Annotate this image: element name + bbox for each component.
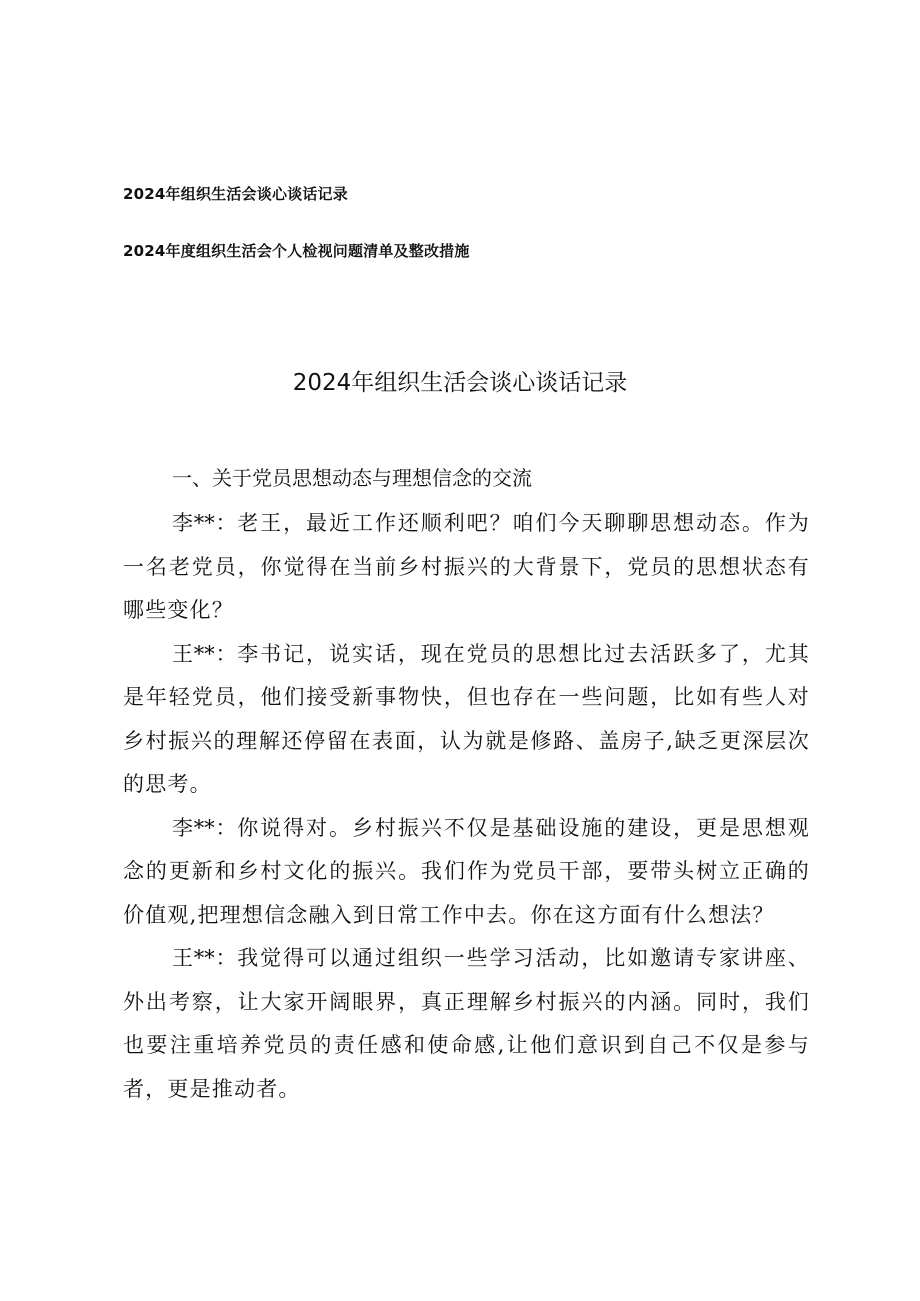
section-heading: 一、关于党员思想动态与理想信念的交流 (172, 466, 532, 490)
document-body (123, 502, 810, 1111)
speaker-label: 王**： (172, 946, 238, 970)
dialogue-text: 你说得对。乡村振兴不仅是基础设施的建设，更是思想观念的更新和乡村文化的振兴。我们作为党员干部，要带头树立正确的价值观,把理想信念融入到日常工作中去。你在这方面有什么想法？ (123, 815, 811, 927)
dialogue-paragraph (123, 502, 810, 633)
dialogue-paragraph (123, 633, 810, 807)
toc-item-talk-record[interactable]: 2024年组织生活会谈心谈话记录 (123, 185, 348, 203)
dialogue-paragraph (123, 937, 810, 1111)
dialogue-text: 李书记，说实话，现在党员的思想比过去活跃多了，尤其是年轻党员，他们接受新事物快，但也存在一些问题，比如有些人对乡村振兴的理解还停留在表面，认为就是修路、盖房子,缺乏更深层次的思考。 (123, 641, 811, 796)
document-title: 2024年组织生活会谈心谈话记录 (292, 370, 628, 396)
speaker-label: 李**： (172, 815, 238, 840)
toc-item-issue-list[interactable]: 2024年度组织生活会个人检视问题清单及整改措施 (123, 242, 470, 260)
speaker-label: 王**： (172, 641, 238, 666)
dialogue-text: 老王，最近工作还顺利吧？咱们今天聊聊思想动态。作为一名老党员，你觉得在当前乡村振兴的大背景下，党员的思想状态有哪些变化？ (123, 511, 811, 622)
speaker-label: 李**： (172, 511, 238, 535)
dialogue-text: 我觉得可以通过组织一些学习活动，比如邀请专家讲座、外出考察，让大家开阔眼界，真正理解乡村振兴的内涵。同时，我们也要注重培养党员的责任感和使命感,让他们意识到自己不仅是参与者，更是推动者。 (123, 946, 811, 1101)
dialogue-paragraph (123, 807, 810, 938)
